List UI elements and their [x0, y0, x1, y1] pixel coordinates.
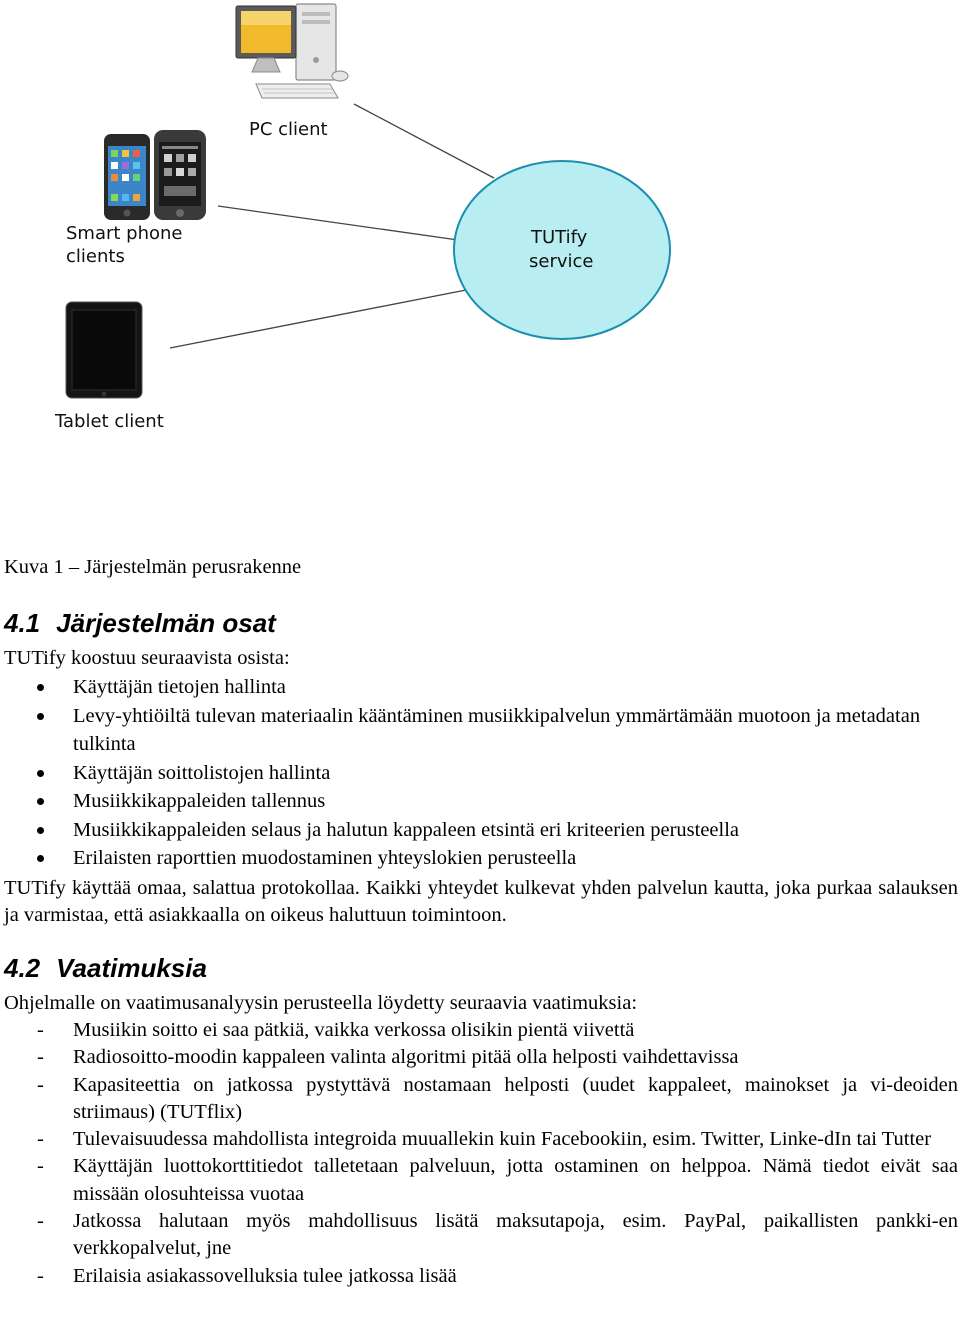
dash-marker: -: [37, 1264, 44, 1287]
connector-tablet-service: [170, 290, 466, 348]
bullet-icon: [37, 855, 44, 862]
section-intro: TUTify koostuu seuraavista osista:: [4, 647, 290, 669]
section-number: 4.1: [4, 608, 41, 638]
section-number: 4.2: [4, 953, 41, 983]
smartphone-clients-label-line-1: Smart phone: [66, 223, 183, 244]
dash-marker: -: [37, 1210, 44, 1233]
dash-marker: -: [37, 1155, 44, 1178]
section-intro: Ohjelmalle on vaatimusanalyysin perusteella löydetty seuraavia vaatimuksia:: [4, 992, 638, 1014]
connector-phone-service: [218, 206, 458, 240]
list-item: - Tulevaisuudessa mahdollista integroida muuallekin kuin Facebookiin, esim. Twitter, Linke-dIn tai Tutter: [0, 1126, 958, 1153]
tablet-client-label: Tablet client: [55, 411, 164, 432]
bullet-icon: [37, 770, 44, 777]
list-item: Levy-yhtiöiltä tulevan materiaalin kääntäminen musiikkipalvelun ymmärtämään muotoon ja metadatan tulkinta: [0, 702, 958, 759]
list-item: - Erilaisia asiakassovelluksia tulee jatkossa lisää: [0, 1263, 958, 1290]
protocol-paragraph: TUTify käyttää omaa, salattua protokollaa. Kaikki yhteydet kulkevat yhden palvelun kautta, joka purkaa salauksen ja varmistaa, että asiakkaalla on oikeus haluttuun toimintoon.: [4, 877, 958, 926]
dash-marker: -: [37, 1019, 44, 1041]
connector-pc-service: [354, 104, 494, 178]
list-item: Musiikkikappaleiden tallennus: [0, 787, 958, 816]
dash-marker: -: [37, 1046, 44, 1069]
list-item: Musiikkikappaleiden selaus ja halutun kappaleen etsintä eri kriteerien perusteella: [0, 816, 958, 845]
list-item: - Radiosoitto-moodin kappaleen valinta algoritmi pitää olla helposti vaihdettavissa: [0, 1044, 958, 1071]
list-item: Käyttäjän soittolistojen hallinta: [0, 759, 958, 788]
section-heading-4-2: [4, 952, 207, 984]
figure-caption: Kuva 1 – Järjestelmän perusrakenne: [4, 556, 302, 578]
list-item: - Jatkossa halutaan myös mahdollisuus lisätä maksutapoja, esim. PayPal, paikallisten pankki-en verkkopalvelut, jne: [37, 1210, 958, 1260]
bullet-icon: [37, 713, 44, 720]
section-title: Järjestelmän osat: [56, 608, 276, 638]
list-item: Käyttäjän tietojen hallinta: [0, 673, 958, 702]
pc-client-label: PC client: [249, 119, 328, 140]
system-architecture-diagram: [0, 0, 960, 520]
list-item: - Musiikin soitto ei saa pätkiä, vaikka verkossa olisikin pientä viivettä: [0, 1017, 958, 1044]
list-item: - Kapasiteettia on jatkossa pystyttävä nostamaan helposti (uudet kappaleet, mainokset ja vi-deoiden striimaus) (TUTflix): [37, 1073, 958, 1123]
list-item: Erilaisten raporttien muodostaminen yhteyslokien perusteella: [0, 844, 958, 873]
dash-marker: -: [37, 1073, 44, 1096]
smartphone-clients-label-line-2: clients: [66, 246, 125, 267]
bullet-icon: [37, 684, 44, 691]
list-item: - Käyttäjän luottokorttitiedot talletetaan palveluun, jotta ostaminen on helppoa. Nämä tiedot eivät saa missään olosuhteissa vuotaa: [37, 1155, 958, 1205]
tablet-icon: [66, 302, 142, 398]
smartphone-icon: [104, 130, 206, 220]
dash-marker: -: [37, 1128, 44, 1151]
bullet-icon: [37, 798, 44, 805]
diagram-canvas: [0, 0, 960, 520]
requirements-list: [0, 1017, 958, 1290]
service-label-line-2: service: [529, 251, 594, 272]
section-heading-4-1: [4, 607, 276, 639]
bullet-icon: [37, 827, 44, 834]
components-list: [0, 673, 958, 873]
section-title: Vaatimuksia: [56, 953, 207, 983]
desktop-computer-icon: [236, 4, 348, 98]
service-label-line-1: TUTify: [531, 227, 588, 248]
